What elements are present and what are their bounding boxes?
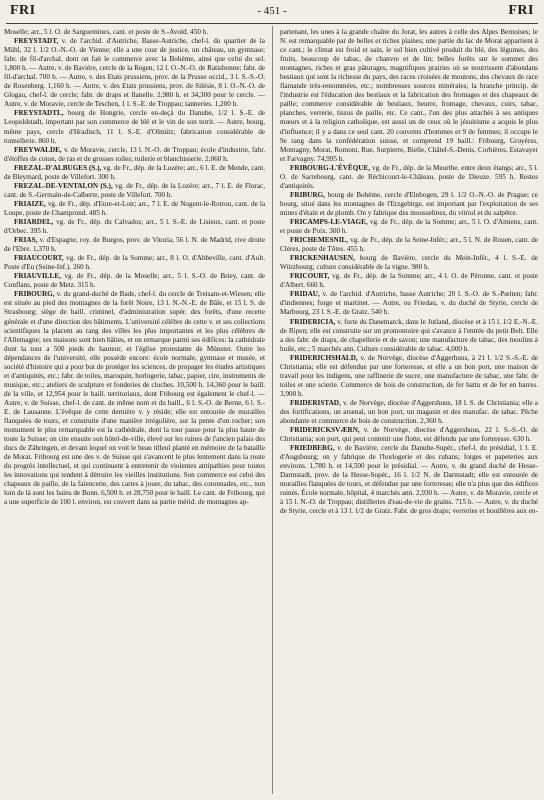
entry-text: bourg de Bohème, cercle d'Elnbogen, 29 l. 1/2 O.-N.-O. de Prague; ce bourg, situé dans les montagnes de l'Erzgebirge, est important par l'exploitation de ses mines d'étain et de plomb. On y fabrique des mousselines, du vitriol et du salpêtre.: [280, 190, 538, 217]
entry-text: partenant, les unes à la grande chaîne du Jorat, les autres à celle des Alpes Bernoises; le N. est remarquable par de belles et riches plaines; une partie du lac de Morat appartient à ce cant.; le climat est froid et sain, le sol bien cultivé produit du blé, des légumes, des fruits, beaucoup de tabac, de chanvre et de lin; belles forêts sur le sommet des montagnes, riches et gras pâturages, magnifiques prairies où se nourrissent d'abondans bestiaux qui sont la richesse du pays, des races croisées de moutons, des chevaux de race flamande très-renommées, etc.; nombreuses sources minérales; la branche princip. de l'industrie est l'éducation des bestiaux et la fabrication des fromages et des chapeaux de paille; commerce considérable de bestiaux, beurre, fromage, chevaux, cuirs, tabac, planches, verrerie, tissus de paille, etc. Ce cant., l'un des plus attachés à ses antiques mœurs et à la religion catholique, est aussi un de ceux où le jésuitisme a acquis le plus d'influence; il y a dans ce seul cant. 20 couvents d'hommes et 9 de femmes; il occupe le 9e rang dans la confédération suisse, et comprend 19 baill.: Fribourg, Gruyères, Montagny, Morat, Romont, Rue, Surpierre, Bielle, Châtel-S.-Denis, Corbières, Estavayer et Farvagny. 74,995 h.: [280, 28, 538, 163]
dictionary-entry: [280, 290, 538, 317]
dictionary-entry: [4, 290, 265, 507]
entry-text: vg. de Fr., dép. de la Somme; arr., 5 l. O. d'Amiens, cant. et poste de Poix. 300 h.: [280, 217, 538, 236]
dictionary-entry: [4, 200, 265, 218]
dictionary-entry: [280, 399, 538, 426]
dictionary-entry: [280, 426, 538, 444]
entry-text: vg. de Fr., dép. de la Lozère; arr., 6 l. E. de Mende, cant. de Bleymard, poste de Villefort. 300 h.: [4, 163, 265, 181]
running-head-right: FRI: [508, 3, 534, 18]
dictionary-entry: [4, 28, 265, 37]
entry-headword: FRIARDEL,: [14, 217, 54, 226]
entry-text: v. forte du Danemarck, dans le Jutland, diocèse et à 15 l. 1/2 E.-N.-E. de Ripen; elle est construite sur un promontoire qui s'avance à l'entrée du petit Belt. Elle a des fabr. de draps, de chapellerie et de savon; une manufacture de tabac, des moulins à huile, etc.; 5 marchés ann. Culture considérable de tabac. 4,000 h.: [280, 317, 538, 353]
dictionary-entry: [4, 164, 265, 182]
dictionary-entry: [4, 254, 265, 272]
entry-headword: FRIAUVILLE,: [14, 272, 61, 281]
entry-headword: FRICOURT,: [290, 272, 330, 281]
entry-text: v. du grand-duché de Bade, chef-l. du cercle de Treisam-et-Wiesen; elle est située au pied des montagnes de la forêt Noire, 13 l. N.-N.-E. de Bâle, et 15 l. S. de Strasbourg; siège de baill. criminel, d'administration supér. des forêts, d'une recette générale et d'une direction des bâtiments. L'université célèbre de cette v. et ses collections scientifiques la placent au rang des villes les plus importantes et les plus célèbres de l'Allemagne; ses maisons sont bien bâties, et on remarque parmi ses édifices: la cathédrale dont la tour a 500 pieds de hauteur, et l'église protestante de Münster. Outre les dépendances de l'université, elle possède encore: école normale, gymnase et musée, et société d'histoire qui a pour but de protéger les sciences, de propager les études artistiques et d'antiquités, etc.; fabr. de toiles, maroquin, horlogerie, tabac, papier, cire, instruments de musique, etc.; ateliers de sculpture et fonderies de cloches. 10,500 h. 14,360 pour le baill. de la ville, et 12,954 pour le baill. territoriaux, dont Fribourg est également le chef-l. — Autre, v. de Suisse, chef-l. de cant. de même nom et du baill., 6 l. S.-O. de Berne, 6 l. S.-E. de Lausanne. L'évêque de cette dernière v. y réside; elle est entourée de murailles flanquées de tours, et construite d'une manière irrégulière, sur la pente d'un rocher; son monument le plus remarquable est la cathédrale, dont la tour passe pour la plus haute de toute la Suisse; on cite ensuite son hôtel-de-ville, élevé sur les ruines de l'ancien palais des ducs de Zähringen, et devant lequel on voit le beau tilleul planté en mémoire de la bataille de Morat. Fribourg est une des v. de Suisse qui s'avancent le plus lentement dans la route du progrès intellectuel, et qui continuent à entretenir de violentes antipathies pour toutes les innovations qui tendent à détruire les vieilles institutions. Son commerce est celui des chapeaux de paille, de la faïencerie, des cartes à jouer, du tabac, des cotonnades, etc., non loin de là sont les bains de Bonn. 6,500 h. et 28,750 pour le baill. Le cant. de Fribourg, qui a une superficie de 100 l. environ, est couvert dans sa partie mérid. de montagnes ap-: [4, 290, 265, 507]
entry-text: v. de Norvège, diocèse d'Aggerhuus, à 21 l. 1/2 S.-S.-E. de Christiania; elle est défendue par une forteresse, et elle a un bon port, une maison de travail pour les indigens, une raffinerie de sucre, une manufacture de tabac, une fabr. de toiles et une scierie. Commerce de bois de construction, de fer battu et de fer en barres. 3,900 h.: [280, 353, 538, 398]
dictionary-entry: [4, 146, 265, 164]
entry-headword: FREYSTADT,: [14, 37, 59, 46]
page-number: - 451 -: [257, 5, 287, 17]
entry-text: v. de l'archid. d'Autriche, basse Autriche; 20 l. S.-O. de S.-Pœlten; fabr. d'indiennes; forge et martinet. — Autre, ou Friedau, v. du duché de Styrie, cercle de Marbourg, 23 l. S.-E. de Gratz. 540 h.: [280, 290, 538, 317]
dictionary-entry: [280, 236, 538, 254]
entry-text: vg. de Fr., dép. de la Seine-Infér.; arr., 5 l. N. de Rouen, cant. de Clères, poste de Tôtes. 455 h.: [280, 236, 538, 254]
entry-headword: FREYWALDE,: [14, 145, 62, 154]
entry-text: bourg de Bavière, cercle du Mein-Infér., 4 l. S.-E. de Würzbourg; culture considérable de la vigne. 980 h.: [280, 254, 538, 272]
entry-text: vg. de Fr., dép. de la Lozère; arr., 7 l. E. de Florac, cant. de S.-Germain-de-Calberte, poste de Villefort. 700 h.: [4, 181, 265, 199]
dictionary-entry: [4, 236, 265, 254]
dictionary-entry: [4, 182, 265, 200]
entry-text: v. de Moravie, cercle, 13 l. N.-O. de Troppau; école d'industrie, fabr. d'étoffes de coton, de ras et de grosses toiles; tuilerie et blanchisserie. 2,060 h.: [4, 145, 265, 163]
entry-headword: FRIDAU,: [290, 290, 320, 299]
entry-text: bourg de Hongrie, cercle en-deçà du Danube, 1/2 l. S.-E. de Leopoldstadt, important par son commerce de blé et le vin de son territ. — Autre, bourg, même pays, cercle d'Hradisch, 11 l. S.-E. d'Olmütz; fabrication considérable de tonnellerie. 860 h.: [4, 109, 265, 145]
dictionary-entry: [280, 191, 538, 218]
entry-headword: FRIAS,: [14, 236, 38, 245]
entry-headword: FRIDERICIA,: [290, 317, 336, 326]
page-header: [10, 2, 534, 24]
dictionary-entry: [280, 354, 538, 399]
entry-text: vg. de Fr., dép. de la Meurthe, entre deux étangs; arr., 5 l. O. de Sarrebourg, cant. de Réchicourt-le-Château, poste de Dieuze. 595 h. Restes d'antiquités.: [280, 163, 538, 190]
entry-text: vg. de Fr., dép. de la Moselle; arr., 5 l. S.-O. de Briey, cant. de Conflans, poste de Metz. 315 h.: [4, 272, 265, 290]
entry-headword: FREZAL-D'ALBUGES (S.),: [14, 163, 102, 172]
dictionary-entry: [280, 164, 538, 191]
left-column: [4, 28, 265, 795]
entry-text: v. de Bavière, cercle du Danube-Supér., chef-l. du présidial, 1 l. E. d'Augsbourg; on y fabrique de l'horlogerie et des rubans; forges et papeteries aux environs. 1,780 h. et 14,500 pour le présidial. — Autre, v. du grand duché de Hesse-Darmstadt, prov. de la Hesse-Supér., 16 l. 1/2 N. de Darmstadt; elle est entourée de murailles flanquées de tours, et défendue par une forteresse; elle n'a plus que des édifices ruinés. École normale, hôpital, 4 marchés ann. 2,930 h. — Autre, v. de Moravie, cercle et à 15 l. N.-O. de Troppau; distilleries d'eau-de-vie de grains. 715 h. — Autre, v. du duché de Styrie, cercle et à 13 l. 1/2 de Gratz. Fabr. de gros draps; verreries et houillères aux en-: [280, 444, 538, 516]
entry-headword: FRIBOURG-L'ÉVÊQUE,: [290, 163, 371, 172]
dictionary-entry: [4, 272, 265, 290]
entry-text: v. d'Espagne, roy. de Burgos, prov. de Vitoria, 56 l. N. de Madrid, rive droite de l'Ebre. 1,370 h.: [4, 236, 265, 254]
dictionary-entry: [280, 444, 538, 516]
dictionary-entry: [4, 37, 265, 109]
column-divider: [272, 26, 273, 794]
entry-headword: FRICAMPS-LE-VIAGE,: [290, 217, 368, 226]
entry-text: v. de Norvège, diocèse d'Aggershuus, 22 l. S.-S.-O. de Christiania; son port, qui peut contenir une flotte, est défendu par une forteresse. 630 h.: [280, 426, 538, 444]
dictionary-entry: [280, 272, 538, 290]
dictionary-entry: [280, 28, 538, 164]
entry-headword: FRIDERICHSHALD,: [290, 353, 358, 362]
entry-text: vg. de Fr., dép. de la Somme; arr., 8 l. O. d'Abbeville, cant. d'Ault. Poste d'Eu (Seine-Inf.). 260 h.: [4, 254, 265, 272]
entry-headword: FRIBURG,: [290, 190, 325, 199]
entry-headword: FRIAUCOURT,: [14, 254, 64, 263]
dictionary-entry: [280, 318, 538, 354]
entry-text: Moselle; arr., 5 l. O. de Sarguemines, cant. et poste de S.-Avold. 450 h.: [4, 28, 209, 36]
entry-headword: FRIAIZE,: [14, 199, 46, 208]
running-head-left: FRI: [10, 3, 36, 18]
entry-headword: FREYSTADTL,: [14, 109, 64, 118]
entry-headword: FRIEDBERG,: [290, 444, 335, 453]
entry-text: vg. de Fr., dép. de la Somme; arr., 4 l. O. de Péronne, cant. et poste d'Albert. 660 h.: [280, 272, 538, 290]
dictionary-entry: [4, 109, 265, 145]
entry-text: vg. de Fr., dép. du Calvados; arr., 5 l. S.-E. de Lisieux, cant. et poste d'Orbec. 395 h.: [4, 217, 265, 236]
dictionary-entry: [4, 218, 265, 236]
entry-text: vg. de Fr., dép. d'Eure-et-Loir; arr., 7 l. E. de Nogent-le-Rotrou, cant. de la Loupe, poste de Champrond. 485 h.: [4, 199, 265, 217]
entry-headword: FRIDERISTAD,: [290, 398, 341, 407]
entry-text: v. de l'archid. d'Autriche, Basse-Autriche, chef-l. du quartier de la Mühl, 32 l. 1/2 O.-N.-O. de Vienne; elle a une cour de justice, un château, un gymnase; fabr. de fil-d'archal, dont on fait le commerce avec la Bohème, ainsi que celui du sel. 1,800 h. — Autre, v. de Bavière, cercle de la Regen, 12 l. O.-N.-O. de Ratisbonne; fabr. de fil-d'archal. 700 h. — Autre, v. des Etats prussiens, prov. de la Prusse occid., 3 l. S.-S.-O. de Rosenberg. 1,160 h. — Autre, v. des Etats prussiens, prov. de Silésie, 8 l. O.-N.-O. de Glogau, chef-l. de cercle; fabr. de draps et flanelle. 2,980 h. et 34,300 pour le cercle. — Autre, v. de Moravie, cercle de Teschen, 1 l. S.-E. de Troppau; tanneries. 1,200 h.: [4, 37, 265, 109]
entry-headword: FRIDERICKSVÆRN,: [290, 426, 360, 435]
entry-headword: FREZAL-DE-VENTALON (S.),: [14, 181, 113, 190]
dictionary-entry: [280, 254, 538, 272]
entry-headword: FRICKENHAUSEN,: [290, 254, 355, 263]
right-column: [280, 28, 538, 795]
dictionary-entry: [280, 218, 538, 236]
entry-headword: FRICHEMESNIL,: [290, 236, 349, 245]
entry-text: v. de Norvège, diocèse d'Aggershuus, 18 l. S. de Christiania; elle a des fortifications, un arsenal, un bon port, un magasin et des manufac. de tabac. Pêche abondante et commerce de bois de construction. 2,360 h.: [280, 398, 538, 426]
entry-headword: FRIBOURG,: [14, 290, 55, 299]
header-rule: [6, 23, 538, 24]
